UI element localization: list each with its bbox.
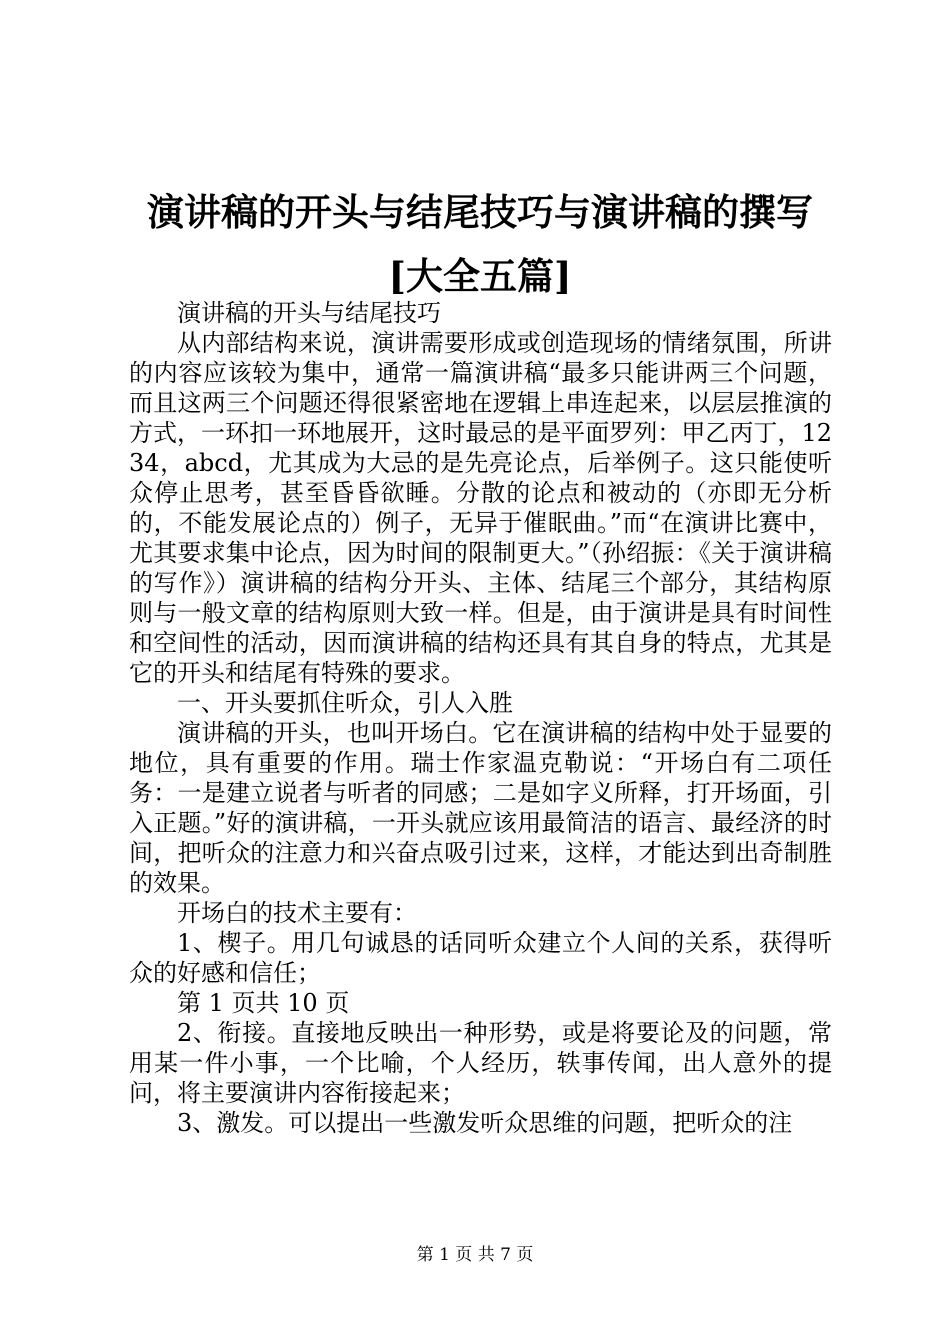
- document-title: 演讲稿的开头与结尾技巧与演讲稿的撰写[大全五篇]: [147, 190, 813, 298]
- list-item: 3、激发。可以提出一些激发听众思维的问题，把听众的注: [177, 1109, 793, 1137]
- section-heading: 一、开头要抓住听众，引人入胜: [177, 689, 513, 717]
- body-paragraph: 从内部结构来说，演讲需要形成或创造现场的情绪氛围，所讲的内容应该较为集中，通常一篇演讲稿“最多只能讲两三个问题，而且这两三个问题还得很紧密地在逻辑上串连起来，以层层推演的方式，一环扣一环地展开，这时最忌的是平面罗列：甲乙丙丁，1234，abcd，尤其成为大忌的是先亮论点，后举例子。这只能使听众停止思考，甚至昏昏欲睡。分散的论点和被动的（亦即无分析的，不能发展论点的）例子，无异于催眠曲。”而“在演讲比赛中，尤其要求集中论点，因为时间的限制更大。”（孙绍振：《关于演讲稿的写作》）演讲稿的结构分开头、主体、结尾三个部分，其结构原则与一般文章的结构原则大致一样。但是，由于演讲是具有时间性和空间性的活动，因而演讲稿的结构还具有其自身的特点，尤其是它的开头和结尾有特殊的要求。: [129, 329, 832, 687]
- body-paragraph: 演讲稿的开头，也叫开场白。它在演讲稿的结构中处于显要的地位，具有重要的作用。瑞士作家温克勒说：“开场白有二项任务：一是建立说者与听者的同感；二是如字义所释，打开场面，引入正题。”好的演讲稿，一开头就应该用最简洁的语言、最经济的时间，把听众的注意力和兴奋点吸引过来，这样，才能达到出奇制胜的效果。: [129, 719, 832, 897]
- section-heading: 演讲稿的开头与结尾技巧: [177, 299, 441, 327]
- body-paragraph: 开场白的技术主要有：: [177, 899, 417, 927]
- document-body: [129, 298, 832, 1138]
- list-item: 2、衔接。直接地反映出一种形势，或是将要论及的问题，常用某一件小事，一个比喻，个人经历，轶事传闻，出人意外的提问，将主要演讲内容衔接起来；: [129, 1019, 832, 1107]
- inline-page-marker: 第 1 页共 10 页: [177, 989, 350, 1017]
- list-item: 1、楔子。用几句诚恳的话同听众建立个人间的关系，获得听众的好感和信任；: [129, 929, 832, 987]
- page-footer: 第 1 页 共 7 页: [416, 1245, 534, 1265]
